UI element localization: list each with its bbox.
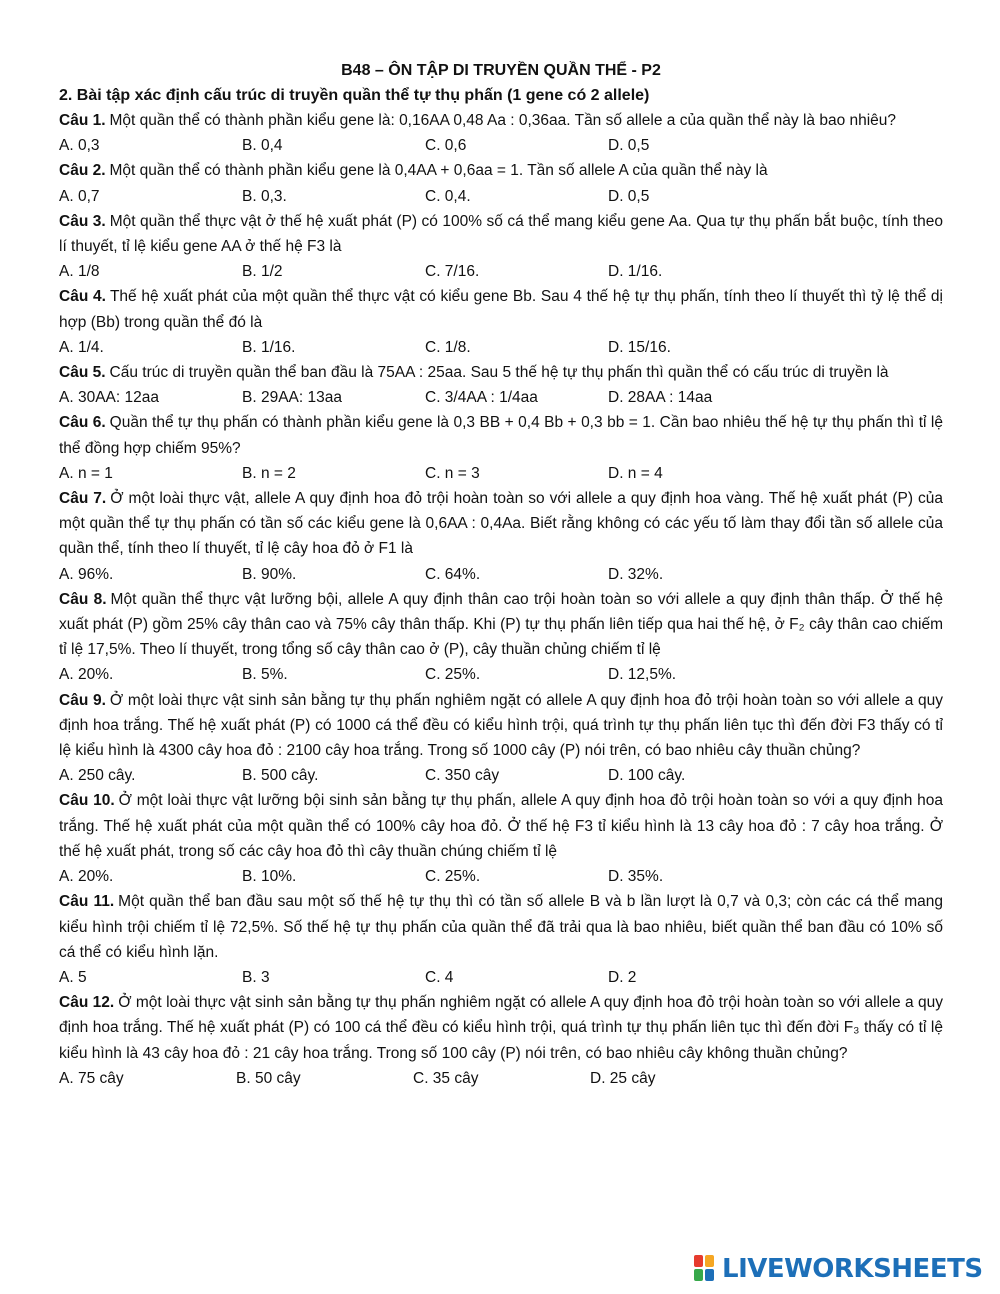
answer-option[interactable]: B. 5%. — [242, 666, 288, 684]
answer-option[interactable]: D. 32%. — [608, 565, 664, 583]
question-label: Câu 12. — [59, 994, 115, 1012]
question-label: Câu 11. — [59, 893, 115, 911]
answer-option[interactable]: D. 1/16. — [608, 263, 663, 281]
answer-option[interactable]: C. 0,6 — [425, 137, 467, 155]
answer-option[interactable]: A. 20%. — [59, 868, 114, 886]
question-label: Câu 1. — [59, 112, 106, 129]
page-title: B48 – ÔN TẬP DI TRUYỀN QUẦN THỂ - P2 — [341, 62, 661, 79]
answer-option[interactable]: C. n = 3 — [425, 464, 480, 482]
worksheet-page — [59, 58, 943, 1091]
answer-option[interactable]: D. n = 4 — [608, 464, 663, 482]
question-text — [59, 486, 943, 562]
question-block — [59, 889, 943, 990]
answer-option[interactable]: D. 2 — [608, 968, 637, 986]
answer-option[interactable]: B. 0,4 — [242, 137, 283, 155]
question-label: Câu 9. — [59, 691, 106, 709]
question-block — [59, 360, 943, 410]
answer-option[interactable]: C. 0,4. — [425, 187, 471, 205]
question-label: Câu 5. — [59, 364, 106, 382]
answer-option[interactable]: C. 25%. — [425, 868, 481, 886]
answer-option[interactable]: C. 7/16. — [425, 263, 480, 281]
answer-option[interactable]: A. 96%. — [59, 565, 114, 583]
liveworksheets-logo — [694, 1254, 983, 1284]
answer-option[interactable]: B. 0,3. — [242, 187, 287, 205]
logo-text: LIVEWORKSHEETS — [722, 1254, 983, 1284]
answer-option[interactable]: D. 100 cây. — [608, 767, 686, 785]
question-block — [59, 486, 943, 587]
question-block — [59, 108, 943, 158]
question-text — [59, 209, 943, 259]
question-block — [59, 209, 943, 285]
answer-option[interactable]: D. 15/16. — [608, 338, 671, 356]
question-block — [59, 284, 943, 360]
question-block — [59, 788, 943, 889]
answer-option[interactable]: C. 4 — [425, 968, 454, 986]
question-text — [59, 990, 943, 1066]
question-label: Câu 2. — [59, 162, 106, 180]
question-body: Quần thể tự thụ phấn có thành phần kiểu gene là 0,3 BB + 0,4 Bb + 0,3 bb = 1. Cần bao nhiêu thế hệ tự thụ phấn thì tỉ lệ thể đồng hợp chiếm 95%? — [59, 414, 943, 457]
question-label: Câu 10. — [59, 792, 115, 810]
liveworksheets-logo-icon — [694, 1255, 716, 1283]
answer-options — [59, 184, 943, 209]
answer-option[interactable]: B. 3 — [242, 968, 270, 986]
answer-options — [59, 864, 943, 889]
answer-option[interactable]: A. 20%. — [59, 666, 114, 684]
question-body: Thế hệ xuất phát của một quần thể thực vật có kiểu gene Bb. Sau 4 thế hệ tự thụ phấn, tính theo lí thuyết thì tỷ lệ thể dị hợp (Bb) trong quần thể đó là — [59, 288, 943, 331]
answer-option[interactable]: B. 10%. — [242, 868, 297, 886]
question-body: Cấu trúc di truyền quần thể ban đầu là 75AA : 25aa. Sau 5 thế hệ tự thụ phấn thì quần thể có cấu trúc di truyền là — [109, 364, 889, 382]
answer-option[interactable]: B. n = 2 — [242, 464, 296, 482]
question-text — [59, 410, 943, 460]
answer-option[interactable]: B. 90%. — [242, 565, 297, 583]
answer-option[interactable]: C. 64%. — [425, 565, 481, 583]
answer-options — [59, 1066, 943, 1091]
answer-options — [59, 335, 943, 360]
question-body: Một quần thể thực vật lưỡng bội, allele A quy định thân cao trội hoàn toàn so với allele a quy định thân thấp. Ở thế hệ xuất phát (P) gồm 25% cây thân cao và 75% cây thân thấp. Khi (P) tự thụ phấn liên tiếp qua hai thế hệ, ở F₂ cây thân cao chiếm tỉ lệ 17,5%. Theo lí thuyết, trong tổng số cây thân cao ở (P), cây thuần chủng chiếm tỉ lệ — [59, 590, 943, 659]
answer-option[interactable]: D. 0,5 — [608, 137, 650, 155]
question-block — [59, 410, 943, 486]
answer-options — [59, 965, 943, 990]
question-body: Một quần thể ban đầu sau một số thế hệ tự thụ thì có tần số allele B và b lần lượt là 0,7 và 0,3; còn các cá thể mang kiểu hình trội chiếm tỉ lệ 72,5%. Số thế hệ tự thụ phấn của quần thể đã trải qua là bao nhiêu, biết quần thể ban đầu có 10% số cá thể có kiểu hình lặn. — [59, 893, 943, 961]
question-block — [59, 587, 943, 688]
question-block — [59, 158, 943, 208]
answer-option[interactable]: A. 75 cây — [59, 1069, 124, 1087]
answer-option[interactable]: A. n = 1 — [59, 464, 113, 482]
question-label: Câu 4. — [59, 288, 106, 306]
answer-option[interactable]: B. 29AA: 13aa — [242, 389, 342, 407]
question-text — [59, 587, 943, 663]
section-heading: 2. Bài tập xác định cấu trúc di truyền quần thể tự thụ phấn (1 gene có 2 allele) — [59, 87, 650, 104]
answer-option[interactable]: B. 1/16. — [242, 338, 296, 356]
answer-option[interactable]: D. 28AA : 14aa — [608, 389, 713, 407]
question-text — [59, 889, 943, 965]
answer-option[interactable]: D. 25 cây — [590, 1069, 656, 1087]
question-text — [59, 284, 943, 334]
answer-options — [59, 259, 943, 284]
question-body: Một quần thể thực vật ở thế hệ xuất phát (P) có 100% số cá thể mang kiểu gene Aa. Qua tự thụ phấn bắt buộc, tính theo lí thuyết, tỉ lệ kiểu gene AA ở thế hệ F3 là — [59, 212, 944, 256]
answer-option[interactable]: B. 1/2 — [242, 263, 283, 281]
question-body: Ở một loài thực vật sinh sản bằng tự thụ phấn nghiêm ngặt có allele A quy định hoa đỏ trội hoàn toàn so với allele a quy định hoa trắng. Thế hệ xuất phát (P) có 100 cá thể đều có kiểu hình trội, quá trình tự thụ phấn liên tục thì đến đời F₃ thấy có tỉ lệ kiểu hình là 43 cây hoa đỏ : 21 cây hoa trắng. Trong số 100 cây (P) nói trên, có bao nhiêu cây không thuần chủng? — [59, 994, 943, 1062]
answer-option[interactable]: B. 500 cây. — [242, 767, 319, 785]
answer-options — [59, 562, 943, 587]
answer-option[interactable]: A. 1/8 — [59, 263, 100, 281]
question-label: Câu 8. — [59, 590, 107, 608]
question-body: Một quần thể có thành phần kiểu gene là 0,4AA + 0,6aa = 1. Tần số allele A của quần thể này là — [109, 162, 768, 180]
answer-option[interactable]: D. 12,5%. — [608, 666, 677, 684]
answer-options — [59, 662, 943, 687]
question-block — [59, 688, 943, 789]
question-text — [59, 158, 943, 183]
answer-option[interactable]: A. 0,3 — [59, 137, 100, 155]
question-text — [59, 108, 943, 133]
question-text — [59, 360, 943, 385]
question-body: Ở một loài thực vật lưỡng bội sinh sản bằng tự thụ phấn, allele A quy định hoa đỏ trội hoàn toàn so với a quy định hoa trắng. Thế hệ xuất phát của một quần thể có 100% cây hoa đỏ. Ở thế hệ F3 tỉ kiểu hình là 13 cây hoa đỏ : 7 cây hoa trắng. Ở thế hệ xuất phát, trong số các cây hoa đỏ thì cây thuần chúng chiếm tỉ lệ — [59, 792, 944, 860]
answer-option[interactable]: B. 50 cây — [236, 1069, 301, 1087]
answer-option[interactable]: D. 35%. — [608, 868, 664, 886]
question-text — [59, 688, 943, 764]
answer-option[interactable]: A. 5 — [59, 968, 87, 986]
question-list — [59, 108, 943, 1091]
answer-options — [59, 763, 943, 788]
answer-option[interactable]: C. 1/8. — [425, 338, 471, 356]
answer-option[interactable]: C. 350 cây — [425, 767, 500, 785]
question-body: Ở một loài thực vật sinh sản bằng tự thụ phấn nghiêm ngặt có allele A quy định hoa đỏ trội hoàn toàn so với allele a quy định hoa trắng. Thế hệ xuất phát (P) có 1000 cá thể đều có kiểu hình trội, quá trình tự thụ phấn liên tục thì đến đời F3 thấy có tỉ lệ kiểu hình là 4300 cây hoa đỏ : 2100 cây hoa trắng. Trong số 1000 cây (P) nói trên, có bao nhiêu cây thuần chủng? — [59, 691, 943, 760]
question-body: Ở một loài thực vật, allele A quy định hoa đỏ trội hoàn toàn so với allele a quy định hoa vàng. Thế hệ xuất phát (P) của một quần thể tự thụ phấn có tần số các kiểu gene là 0,6AA : 0,4Aa. Biết rằng không có các yếu tố làm thay đổi tần số allele của quần thể, tính theo lí thuyết, tỉ lệ cây hoa đỏ ở F1 là — [59, 490, 943, 558]
answer-option[interactable]: C. 35 cây — [413, 1069, 479, 1087]
answer-option[interactable]: C. 3/4AA : 1/4aa — [425, 389, 538, 407]
answer-option[interactable]: A. 250 cây. — [59, 767, 136, 785]
answer-options — [59, 385, 943, 410]
question-label: Câu 6. — [59, 414, 106, 432]
answer-option[interactable]: C. 25%. — [425, 666, 481, 684]
question-body: Một quần thể có thành phần kiểu gene là: 0,16AA 0,48 Aa : 0,36aa. Tần số allele a của quần thể này là bao nhiêu? — [109, 112, 897, 129]
question-block — [59, 990, 943, 1091]
answer-option[interactable]: A. 0,7 — [59, 187, 100, 205]
answer-option[interactable]: D. 0,5 — [608, 187, 650, 205]
question-label: Câu 3. — [59, 212, 106, 230]
question-label: Câu 7. — [59, 490, 107, 508]
answer-option[interactable]: A. 30AA: 12aa — [59, 389, 159, 407]
answer-option[interactable]: A. 1/4. — [59, 338, 104, 356]
question-text — [59, 788, 943, 864]
answer-options — [59, 133, 943, 158]
answer-options — [59, 461, 943, 486]
